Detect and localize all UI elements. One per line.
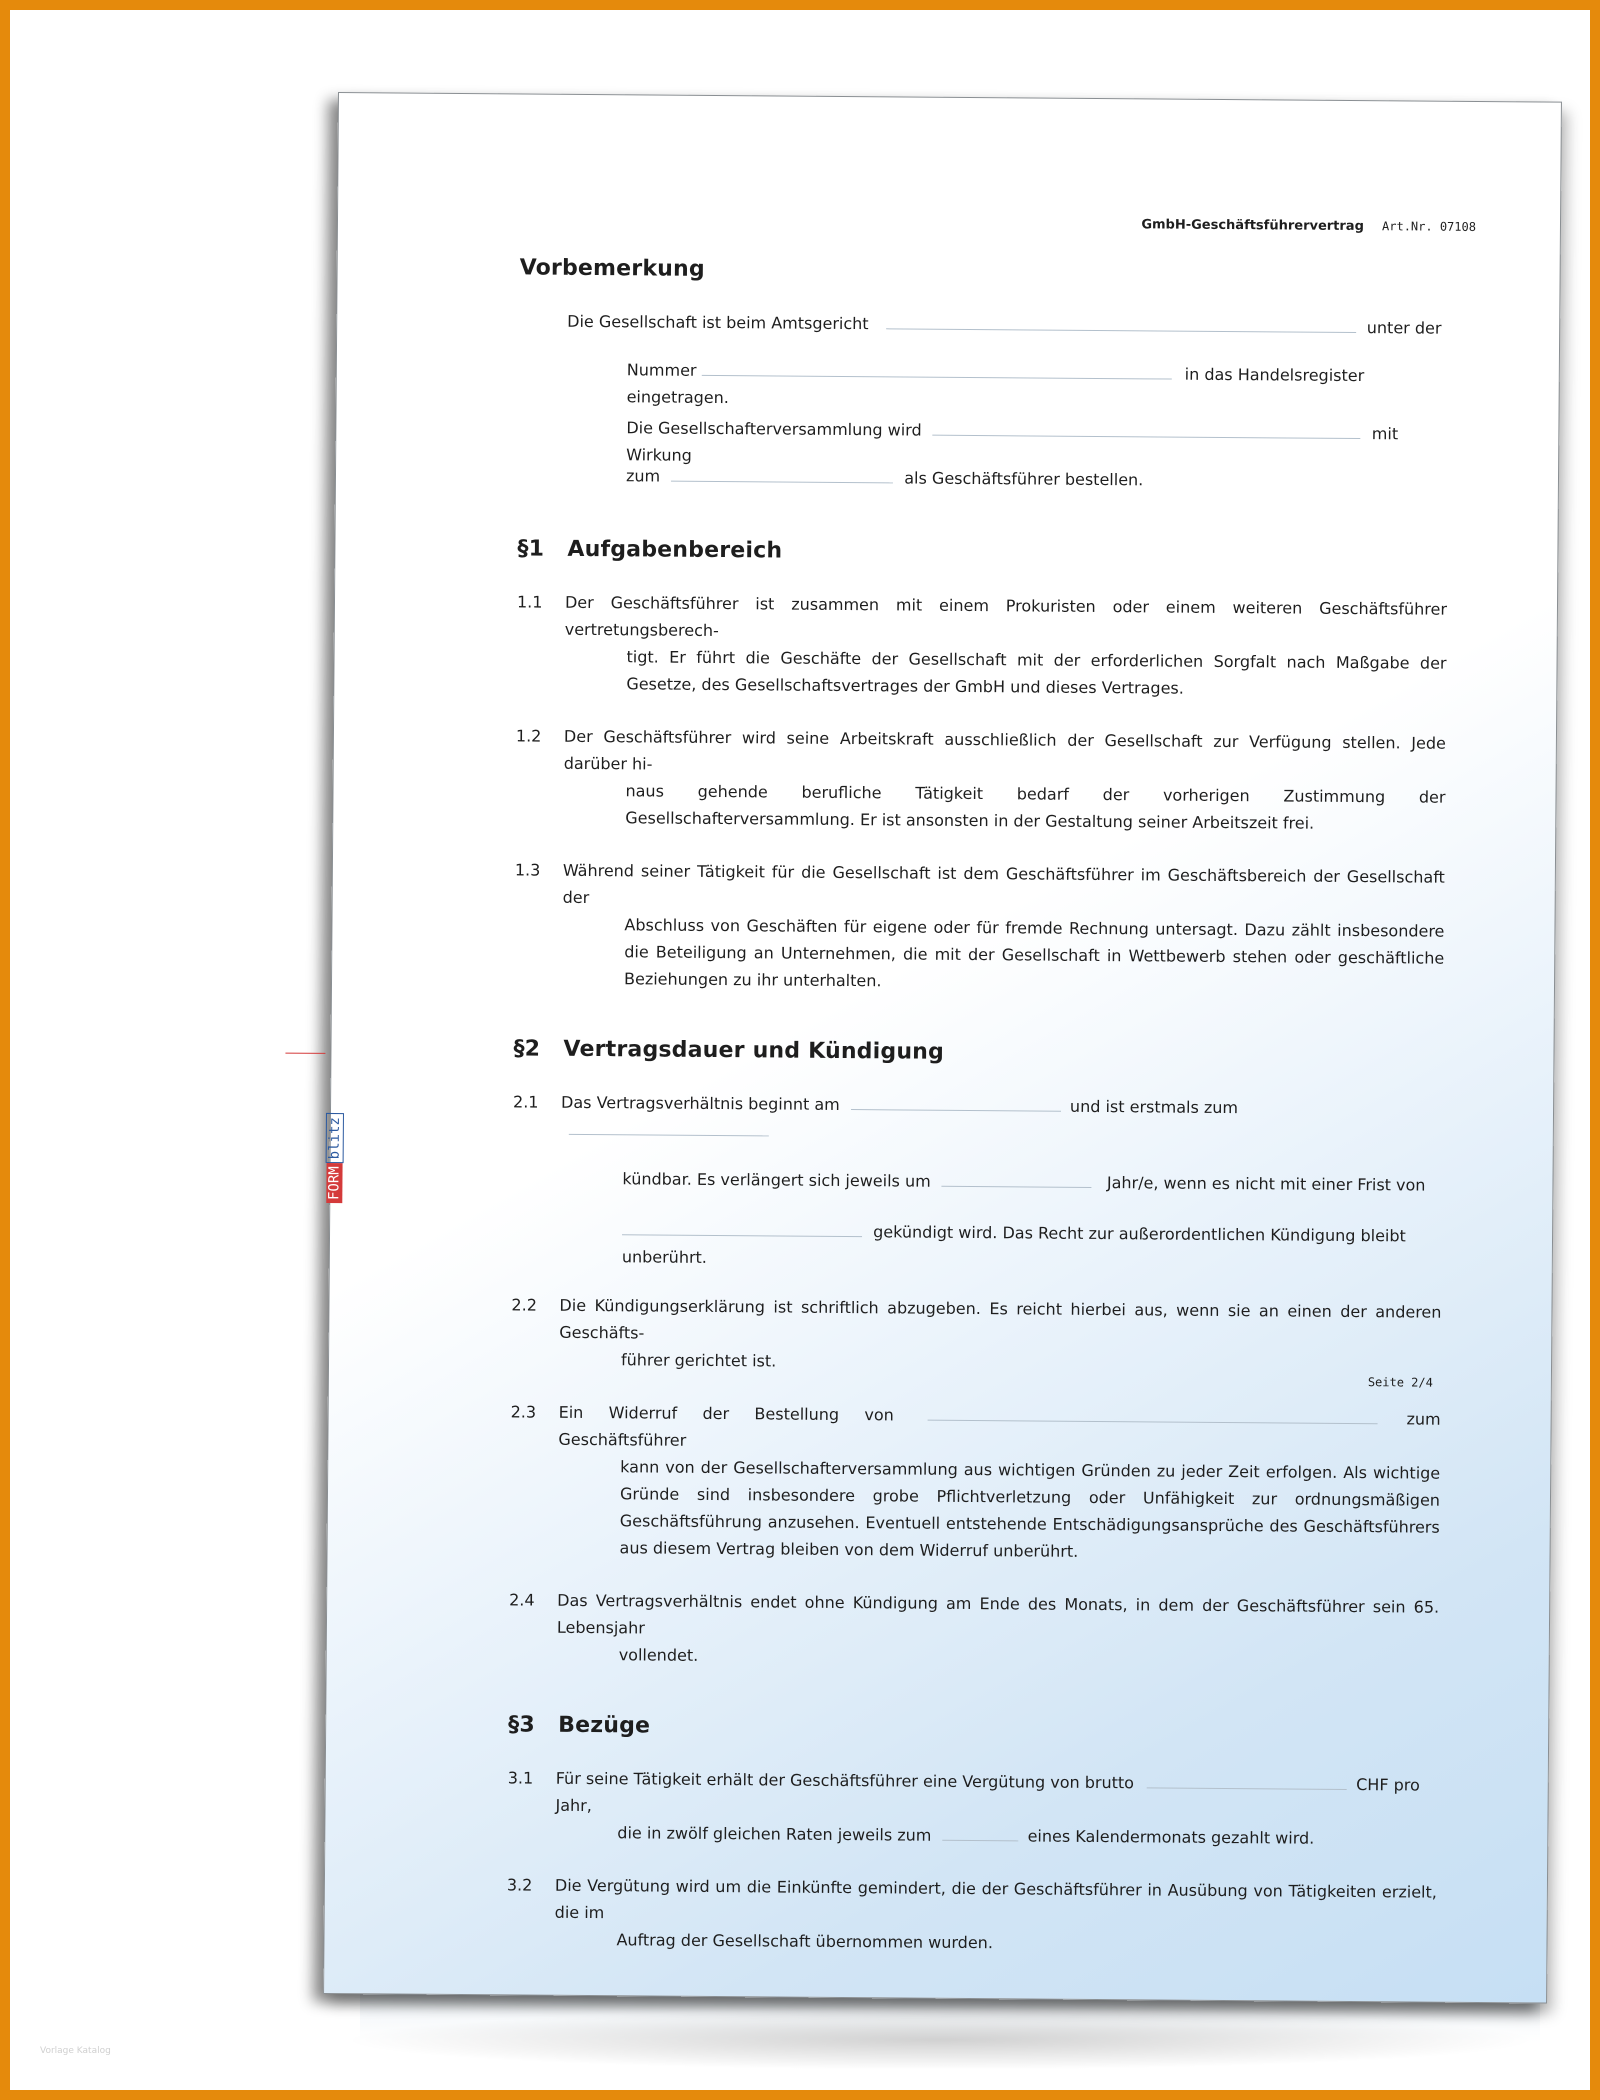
logo-blitz: blitz <box>326 1113 344 1163</box>
text-geschaeftsfuehrer-bestellen: als Geschäftsführer bestellen. <box>904 468 1144 490</box>
text-amtsgericht: Die Gesellschaft ist beim Amtsgericht <box>567 311 869 334</box>
clause-text: führer gerichtet ist. <box>620 1350 777 1371</box>
clause-number: 3.1 <box>507 1768 534 1788</box>
clause-2-1 <box>512 1088 1443 1276</box>
section-3 <box>506 1711 1438 1959</box>
clause-text: Ein Widerruf der Bestellung von <box>558 1402 894 1425</box>
section-heading-vorbemerkung: Vorbemerkung <box>519 255 705 282</box>
document-body <box>506 254 1450 1985</box>
clause-2-2 <box>511 1291 1442 1379</box>
section-heading-3 <box>508 1711 1438 1745</box>
clause-text: Jahr/e, wenn es nicht mit einer Frist von <box>1106 1173 1426 1195</box>
vorbemerkung-line-4 <box>518 461 1448 498</box>
page-shadow <box>340 2010 1540 2070</box>
blank-nummer[interactable] <box>702 357 1172 380</box>
text-mit-wirkung: mit Wirkung <box>626 424 1399 465</box>
clause-1-1 <box>516 588 1447 703</box>
section-number: §1 <box>517 536 545 562</box>
clause-text: zum Geschäftsführer <box>558 1409 1441 1450</box>
clause-1-2 <box>515 722 1446 837</box>
section-heading-2 <box>513 1035 1443 1069</box>
clause-number: 2.1 <box>512 1092 539 1112</box>
clause-text: naus gehende berufliche Tätigkeit bedarf der vorherigen Zustimmung der Gesellschafterversammlung. Er ist ansonsten in der Gestaltung seiner Arbeitszeit frei. <box>625 781 1446 833</box>
text-nummer: Nummer <box>626 360 697 380</box>
clause-text: kann von der Gesellschafterversammlung aus wichtigen Gründen zu jeder Zeit erfolgen. Als wichtige Gründe sind insbesondere grobe Pflichtverletzung oder Unfähigkeit zur ordnungsmäßigen Geschäftsführung anzusehen. Eventuell entstehende Entschädigungsansprüche des Geschäftsführers aus diesem Vertrag bleiben von dem Widerruf unberührt. <box>619 1457 1441 1561</box>
document-title: GmbH-Geschäftsführervertrag <box>1141 217 1364 235</box>
clause-number: 2.4 <box>509 1590 535 1610</box>
clause-text: Die Kündigungserklärung ist schriftlich abzugeben. Es reicht hierbei aus, wenn sie an einen der anderen Geschäfts- <box>559 1295 1442 1343</box>
section-number: §3 <box>508 1712 535 1738</box>
clause-text: Die Vergütung wird um die Einkünfte gemindert, die der Geschäftsführer in Ausübung von Tätigkeiten erzielt, die im <box>554 1875 1437 1923</box>
clause-3-1 <box>507 1764 1438 1852</box>
clause-3-2 <box>506 1871 1437 1959</box>
blank-zahltag[interactable] <box>942 1822 1018 1842</box>
clause-2-3 <box>509 1398 1440 1567</box>
clause-text: Das Vertragsverhältnis beginnt am <box>560 1092 840 1114</box>
clause-2-4 <box>509 1586 1440 1674</box>
clause-text: kündbar. Es verlängert sich jeweils um <box>622 1169 931 1191</box>
clause-text: Auftrag der Gesellschaft übernommen wurden. <box>616 1930 994 1953</box>
page-number: Seite 2/4 <box>1367 1375 1433 1390</box>
clause-number: 1.1 <box>516 592 543 612</box>
clause-text: tigt. Er führt die Geschäfte der Gesellschaft mit der erforderlichen Sorgfalt nach Maßgabe der Gesetze, des Gesellschaftsvertrages der GmbH und dieses Vertrages. <box>626 647 1447 698</box>
clause-text: Der Geschäftsführer ist zusammen mit einem Prokuristen oder einem weiteren Geschäftsführer vertretungsberech- <box>564 592 1448 641</box>
text-handelsregister: in das Handelsregister eingetragen. <box>626 364 1365 408</box>
section-number: §2 <box>513 1036 541 1062</box>
text-zum: zum <box>625 466 661 486</box>
section-2 <box>509 1035 1444 1674</box>
vorbemerkung-line-3 <box>518 413 1448 465</box>
blank-verlaengerung[interactable] <box>942 1168 1092 1188</box>
blank-beginn[interactable] <box>851 1091 1061 1112</box>
clause-text: gekündigt wird. Das Recht zur außerordentlichen Kündigung bleibt unberührt. <box>621 1222 1406 1267</box>
clause-1-3 <box>514 856 1445 998</box>
blank-zum[interactable] <box>671 463 893 484</box>
clause-text: Für seine Tätigkeit erhält der Geschäftsführer eine Vergütung von brutto <box>555 1768 1135 1793</box>
clause-number: 1.2 <box>515 726 542 746</box>
blank-erstmals-zum[interactable] <box>569 1116 769 1137</box>
section-1 <box>514 535 1448 998</box>
clause-text: die in zwölf gleichen Raten jeweils zum <box>617 1823 932 1845</box>
clause-text: CHF pro Jahr, <box>555 1775 1420 1816</box>
clause-text: Das Vertragsverhältnis endet ohne Kündigung am Ende des Monats, in dem der Geschäftsführer sein 65. Lebensjahr <box>556 1590 1440 1638</box>
section-title: Aufgabenbereich <box>567 536 783 564</box>
blank-gesellschafterversammlung[interactable] <box>933 417 1361 439</box>
document-page <box>323 92 1562 2004</box>
blank-frist[interactable] <box>622 1216 862 1237</box>
clause-number: 1.3 <box>514 860 541 880</box>
blank-amtsgericht[interactable] <box>886 310 1356 333</box>
section-title: Bezüge <box>558 1712 651 1739</box>
text-unter-der: unter der <box>1366 318 1442 338</box>
section-title: Vertragsdauer und Kündigung <box>563 1036 945 1065</box>
logo-red-line <box>285 1053 325 1054</box>
blank-verguetung[interactable] <box>1147 1769 1347 1790</box>
clause-text: und ist erstmals zum <box>1069 1096 1239 1118</box>
clause-number: 2.2 <box>511 1295 538 1315</box>
clause-text: vollendet. <box>618 1645 699 1665</box>
clause-text: Abschluss von Geschäften für eigene oder für fremde Rechnung untersagt. Dazu zählt insbesondere die Beteiligung an Unternehmen, die mit der Gesellschaft in Wettbewerb stehen oder geschäftliche Beziehungen zu ihr unterhalten. <box>623 915 1445 991</box>
section-heading-1 <box>517 535 1447 569</box>
document-header <box>1141 217 1476 235</box>
clause-text: Der Geschäftsführer wird seine Arbeitskraft ausschließlich der Gesellschaft zur Verfügung stellen. Jede darüber hi- <box>563 726 1446 774</box>
text-gesellschafterversammlung: Die Gesellschafterversammlung wird <box>626 418 922 440</box>
formblitz-logo <box>324 1053 345 1203</box>
clause-number: 3.2 <box>506 1875 533 1895</box>
logo-form: FORM <box>326 1163 342 1203</box>
clause-text: eines Kalendermonats gezahlt wird. <box>1027 1826 1315 1848</box>
article-number: Art.Nr. 07108 <box>1382 219 1477 234</box>
vorbemerkung-line-2 <box>519 355 1449 408</box>
clause-text: Während seiner Tätigkeit für die Gesellschaft ist dem Geschäftsführer im Geschäftsbereich der Gesellschaft der <box>562 860 1445 907</box>
watermark-text: Vorlage Katalog <box>40 2046 111 2056</box>
blank-widerruf[interactable] <box>927 1402 1377 1425</box>
clause-number: 2.3 <box>510 1402 537 1422</box>
